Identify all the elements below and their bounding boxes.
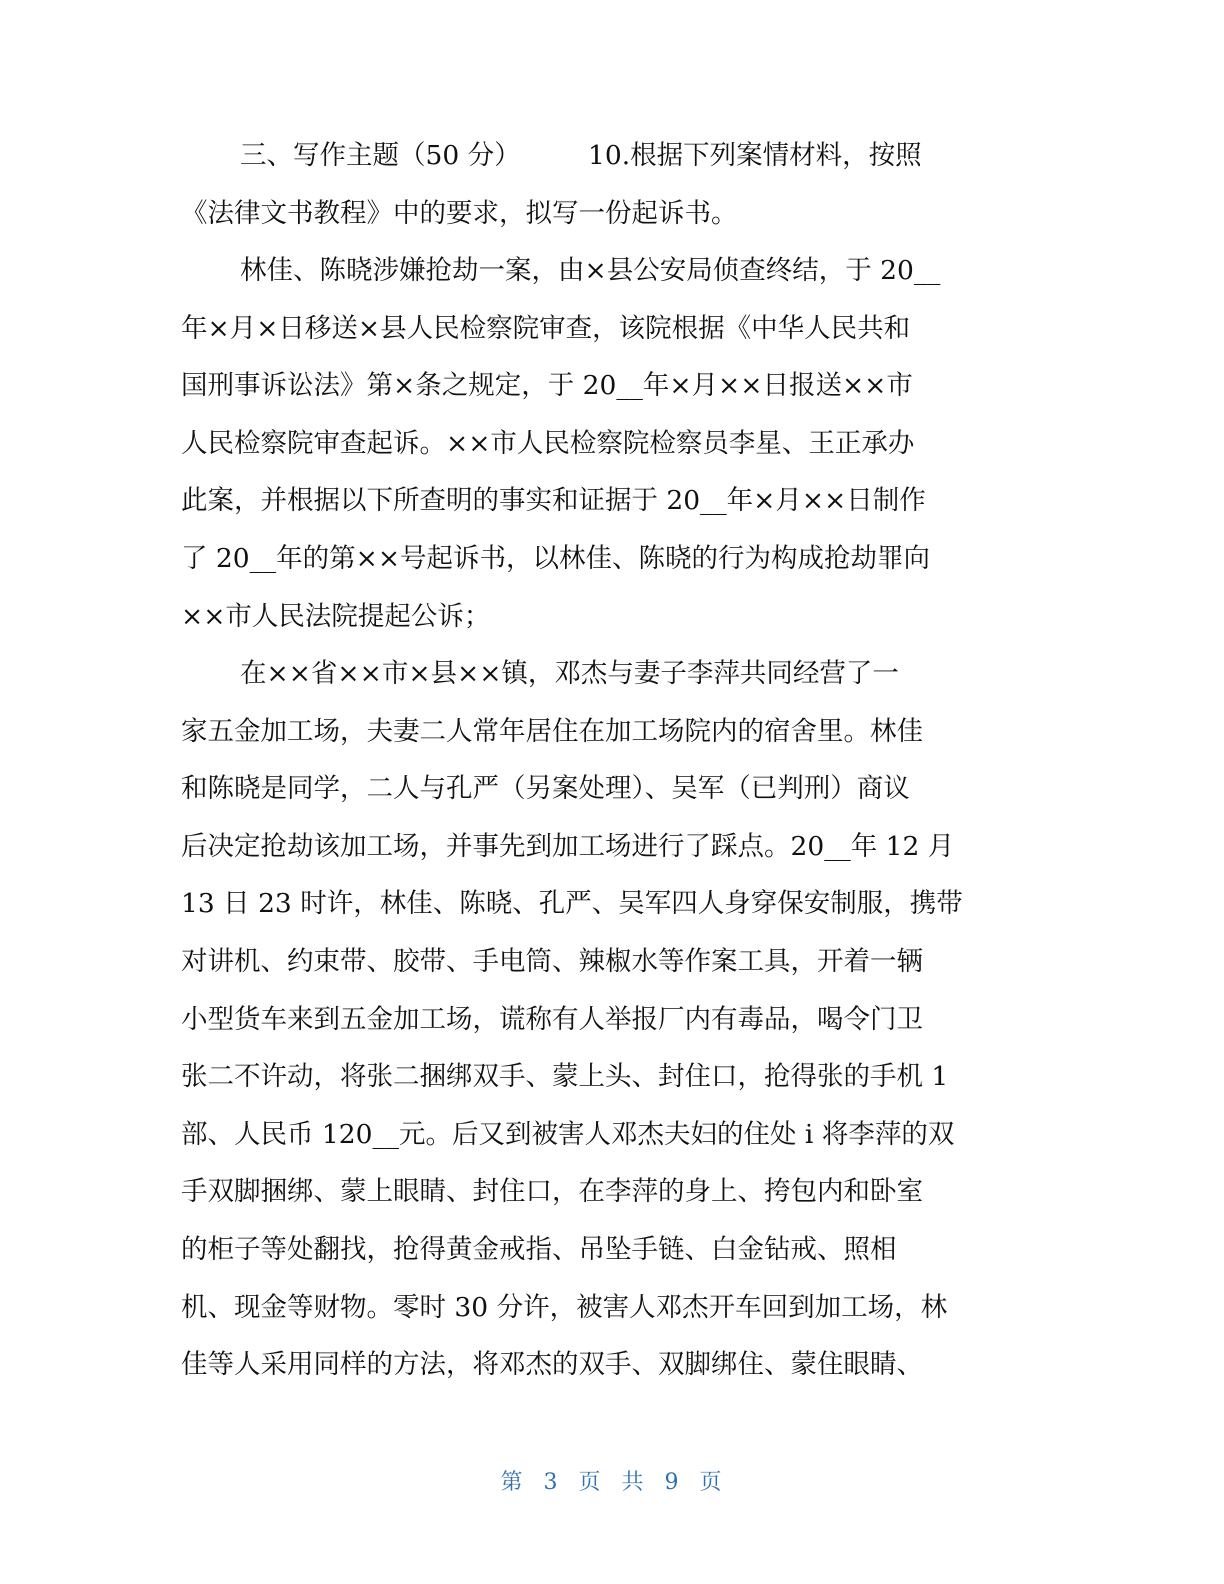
text-line: 年×月×日移送×县人民检察院审查，该院根据《中华人民共和 [181,313,911,344]
text-line: 小型货车来到五金加工场，谎称有人举报厂内有毒品，喝令门卫 [181,1004,923,1035]
text-line: ××市人民法院提起公诉； [181,601,491,632]
page-number-footer: 第 3 页 共 9 页 [500,1470,724,1495]
text-line: 13 日 23 时许，林佳、陈晓、孔严、吴军四人身穿保安制服，携带 [181,888,963,919]
text-line: 了 20__年的第××号起诉书，以林佳、陈晓的行为构成抢劫罪向 [181,543,931,574]
text-line: 对讲机、约束带、胶带、手电筒、辣椒水等作案工具，开着一辆 [181,946,923,977]
text-line: 和陈晓是同学，二人与孔严（另案处理）、吴军（已判刑）商议 [181,773,910,804]
text-line: 此案，并根据以下所查明的事实和证据于 20__年×月××日制作 [181,485,926,516]
text-line: 《法律文书教程》中的要求，拟写一份起诉书。 [181,198,738,229]
text-line: 人民检察院审查起诉。××市人民检察院检察员李星、王正承办 [181,428,915,459]
text-line: 三、写作主题（50 分） 10.根据下列案情材料，按照 [240,140,922,171]
text-line: 张二不许动，将张二捆绑双手、蒙上头、封住口，抢得张的手机 1 [181,1061,949,1092]
text-line: 手双脚捆绑、蒙上眼睛、封住口，在李萍的身上、挎包内和卧室 [181,1176,923,1207]
text-line: 在××省××市×县××镇，邓杰与妻子李萍共同经营了一 [240,658,899,689]
text-line: 机、现金等财物。零时 30 分许，被害人邓杰开车回到加工场，林 [181,1292,948,1323]
text-line: 的柜子等处翻找，抢得黄金戒指、吊坠手链、白金钻戒、照相 [181,1234,897,1265]
text-line: 佳等人采用同样的方法，将邓杰的双手、双脚绑住、蒙住眼睛、 [181,1349,923,1380]
text-line: 后决定抢劫该加工场，并事先到加工场进行了踩点。20__年 12 月 [181,831,955,862]
text-line: 部、人民币 120__元。后又到被害人邓杰夫妇的住处 i 将李萍的双 [181,1119,955,1150]
text-line: 林佳、陈晓涉嫌抢劫一案，由×县公安局侦查终结，于 20__ [240,255,941,286]
text-line: 家五金加工场，夫妻二人常年居住在加工场院内的宿舍里。林佳 [181,716,923,747]
text-line: 国刑事诉讼法》第×条之规定，于 20__年×月××日报送××市 [181,370,913,401]
